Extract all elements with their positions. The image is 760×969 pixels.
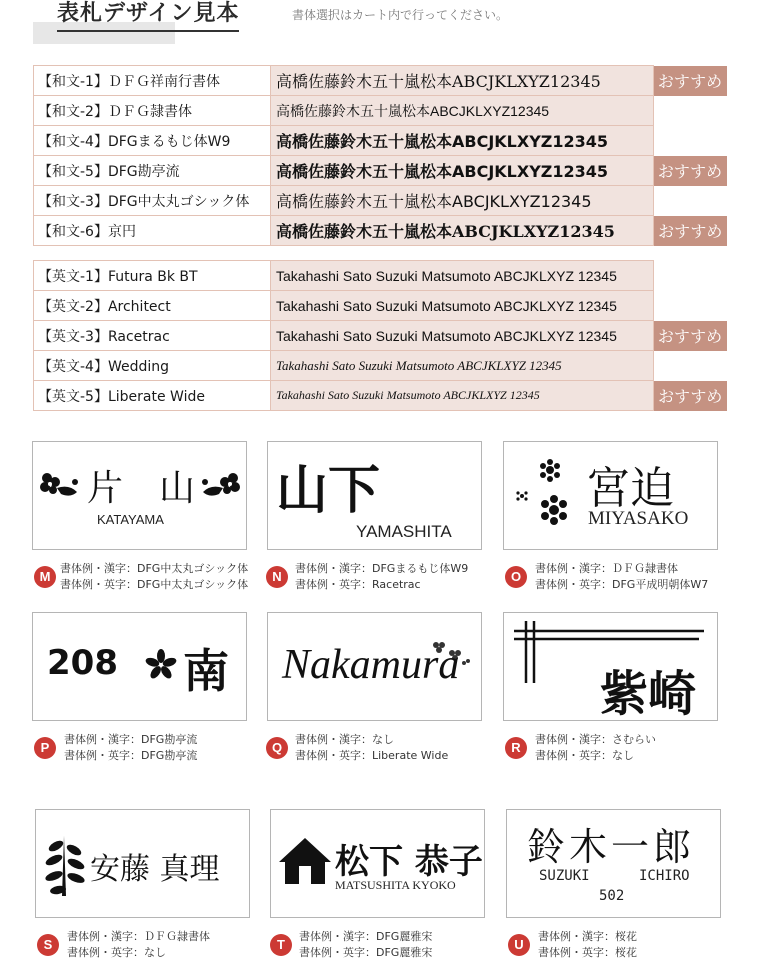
example-label-badge: O (505, 566, 527, 588)
plate-romaji: KATAYAMA (97, 512, 164, 527)
flower-ornament-icon (37, 468, 83, 504)
nameplate-example-m (32, 441, 247, 550)
recommended-badge: おすすめ (654, 321, 727, 351)
english-font-caption: 書体例・英字：DFG勘亭流 (64, 749, 198, 762)
kanji-font-caption: 書体例・漢字：ＤＦＧ隷書体 (535, 562, 678, 575)
english-font-caption: 書体例・英字：Liberate Wide (295, 749, 449, 762)
english-font-caption: 書体例・英字：Racetrac (295, 578, 421, 591)
english-font-caption: 書体例・英字：DFG麗雅宋 (299, 946, 433, 959)
table-row (34, 291, 727, 321)
plate-name: 片 山 (87, 468, 196, 509)
table-row (34, 351, 727, 381)
recommended-empty (654, 291, 727, 321)
table-row (34, 186, 727, 216)
recommended-badge: おすすめ (654, 66, 727, 96)
plate-name: 松下 恭子 (335, 842, 483, 882)
font-sample: 高橋佐藤鈴木五十嵐松本ABCJKLXYZ12345 (271, 96, 654, 126)
recommended-badge: おすすめ (654, 216, 727, 246)
example-label-badge: S (37, 934, 59, 956)
example-label-badge: R (505, 737, 527, 759)
recommended-empty (654, 186, 727, 216)
plate-romaji: MATSUSHITA KYOKO (335, 878, 456, 892)
table-row (34, 321, 727, 351)
plate-number: 208 (47, 643, 118, 683)
kanji-font-caption: 書体例・漢字：さむらい (535, 733, 656, 746)
plate-name: 宮迫 (586, 463, 674, 514)
english-font-caption: 書体例・英字：なし (535, 749, 634, 762)
english-font-caption: 書体例・英字：DFG平成明朝体W7 (535, 578, 709, 591)
font-sample: 高橋佐藤鈴木五十嵐松本ABCJKLXYZ12345 (271, 216, 654, 246)
nameplate-example-p (32, 612, 247, 721)
plate-romaji-surname: SUZUKI (539, 868, 590, 884)
example-label-badge: N (266, 566, 288, 588)
english-font-caption: 書体例・英字：なし (67, 946, 166, 959)
font-name: 【英文-3】Racetrac (34, 321, 271, 351)
font-name: 【和文-2】ＤＦＧ隷書体 (34, 96, 271, 126)
nameplate-example-u (506, 809, 721, 918)
nameplate-example-s (35, 809, 250, 918)
font-name: 【和文-4】DFGまるもじ体W9 (34, 126, 271, 156)
recommended-badge: おすすめ (654, 156, 727, 186)
recommended-empty (654, 126, 727, 156)
font-name: 【和文-1】ＤＦＧ祥南行書体 (34, 66, 271, 96)
table-row (34, 96, 727, 126)
font-sample: 高橋佐藤鈴木五十嵐松本ABCJKLXYZ12345 (271, 156, 654, 186)
plate-name: 山下 (276, 461, 381, 521)
english-font-table (33, 260, 727, 411)
plate-name: 鈴木一郎 (527, 825, 696, 869)
kanji-font-caption: 書体例・漢字：なし (295, 733, 394, 746)
font-sample: Takahashi Sato Suzuki Matsumoto ABCJKLXYZ 12345 (271, 261, 654, 291)
kanji-font-caption: 書体例・漢字：DFGまるもじ体W9 (295, 562, 469, 575)
font-sample: 高橋佐藤鈴木五十嵐松本ABCJKLXYZ12345 (271, 186, 654, 216)
page-title: 表札デザイン見本 (57, 1, 239, 32)
plate-name: 安藤 真理 (90, 852, 220, 887)
table-row (34, 381, 727, 411)
table-row (34, 66, 727, 96)
font-sample: Takahashi Sato Suzuki Matsumoto ABCJKLXYZ 12345 (271, 291, 654, 321)
font-sample: 高橋佐藤鈴木五十嵐松本ABCJKLXYZ12345 (271, 66, 654, 96)
table-row (34, 156, 727, 186)
font-selection-note: 書体選択はカート内で行ってください。 (292, 8, 509, 22)
font-name: 【英文-1】Futura Bk BT (34, 261, 271, 291)
plate-name: 南 (183, 644, 229, 698)
plate-name: 紫崎 (600, 666, 697, 721)
kanji-font-caption: 書体例・漢字：DFG中太丸ゴシック体 (60, 562, 249, 575)
page-header (0, 0, 760, 46)
example-label-badge: U (508, 934, 530, 956)
nameplate-example-r (503, 612, 718, 721)
flower-ornament-icon (145, 649, 177, 681)
font-sample: 高橋佐藤鈴木五十嵐松本ABCJKLXYZ12345 (271, 126, 654, 156)
recommended-empty (654, 351, 727, 381)
plate-room-number: 502 (599, 888, 625, 904)
table-row (34, 261, 727, 291)
plant-ornament-icon (44, 832, 88, 898)
font-sample: Takahashi Sato Suzuki Matsumoto ABCJKLXYZ 12345 (271, 381, 654, 411)
example-label-badge: Q (266, 737, 288, 759)
font-name: 【和文-3】DFG中太丸ゴシック体 (34, 186, 271, 216)
font-name: 【英文-2】Architect (34, 291, 271, 321)
plate-romaji-given: ICHIRO (639, 868, 690, 884)
recommended-badge: おすすめ (654, 381, 727, 411)
kanji-font-caption: 書体例・漢字：ＤＦＧ隷書体 (67, 930, 210, 943)
font-sample: Takahashi Sato Suzuki Matsumoto ABCJKLXYZ 12345 (271, 321, 654, 351)
table-row (34, 126, 727, 156)
recommended-empty (654, 261, 727, 291)
english-font-caption: 書体例・英字：DFG中太丸ゴシック体 (60, 578, 249, 591)
example-label-badge: T (270, 934, 292, 956)
flower-ornament-icon (197, 468, 243, 504)
house-icon (277, 836, 333, 886)
plate-romaji: YAMASHITA (356, 522, 452, 541)
plate-name: Nakamura (282, 642, 460, 688)
recommended-empty (654, 96, 727, 126)
example-label-badge: M (34, 566, 56, 588)
plate-romaji: MIYASAKO (588, 508, 689, 529)
flower-ornament-icon (512, 458, 578, 530)
nameplate-example-n (267, 441, 482, 550)
nameplate-example-t (270, 809, 485, 918)
table-row (34, 216, 727, 246)
font-name: 【和文-6】京円 (34, 216, 271, 246)
example-label-badge: P (34, 737, 56, 759)
nameplate-example-o (503, 441, 718, 550)
english-font-caption: 書体例・英字：桜花 (538, 946, 637, 959)
nameplate-example-q (267, 612, 482, 721)
font-name: 【英文-4】Wedding (34, 351, 271, 381)
japanese-font-table (33, 65, 727, 246)
font-name: 【和文-5】DFG勘亭流 (34, 156, 271, 186)
kanji-font-caption: 書体例・漢字：DFG勘亭流 (64, 733, 198, 746)
kanji-font-caption: 書体例・漢字：桜花 (538, 930, 637, 943)
font-name: 【英文-5】Liberate Wide (34, 381, 271, 411)
kanji-font-caption: 書体例・漢字：DFG麗雅宋 (299, 930, 433, 943)
font-sample: Takahashi Sato Suzuki Matsumoto ABCJKLXYZ 12345 (271, 351, 654, 381)
